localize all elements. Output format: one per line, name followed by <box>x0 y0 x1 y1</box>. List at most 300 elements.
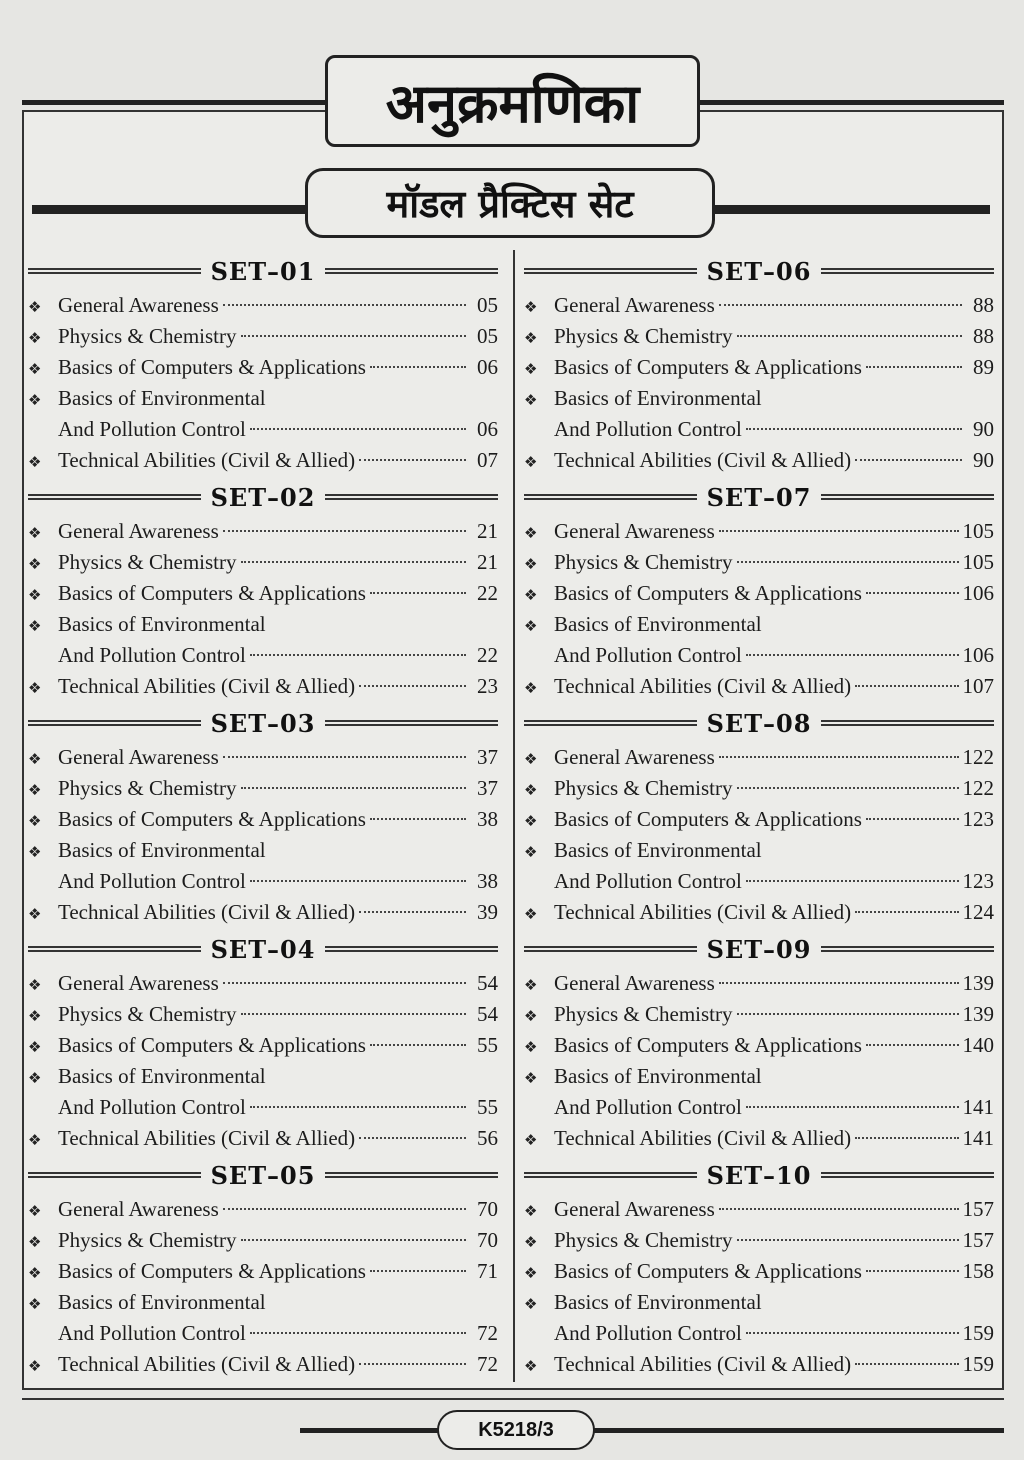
dot-leader <box>359 459 466 461</box>
entry-title: General Awareness <box>58 971 219 995</box>
entry-page-number: 38 <box>477 869 498 893</box>
set-header <box>28 478 498 516</box>
entry-page-number: 72 <box>477 1352 498 1376</box>
entry-page-number: 107 <box>962 674 994 698</box>
toc-entry <box>524 1123 994 1154</box>
toc-entry <box>524 1256 994 1287</box>
entry-page-number: 105 <box>962 550 994 574</box>
toc-entry <box>524 640 994 671</box>
entry-title: Technical Abilities (Civil & Allied) <box>58 1352 356 1376</box>
entry-title: And Pollution Control <box>554 417 742 441</box>
toc-entry <box>524 578 994 609</box>
entry-page-number: 05 <box>477 324 498 348</box>
dot-leader <box>866 818 959 820</box>
diamond-bullet-icon: ❖ <box>28 1069 42 1087</box>
toc-entry <box>28 1287 498 1318</box>
entry-title: Physics & Chemistry <box>58 776 237 800</box>
footer-code: K5218/3 <box>437 1410 595 1450</box>
entry-page-number: 06 <box>477 355 498 379</box>
diamond-bullet-icon: ❖ <box>28 812 42 830</box>
diamond-bullet-icon: ❖ <box>524 1038 538 1056</box>
subtitle-box <box>305 168 715 238</box>
set-block <box>28 252 498 478</box>
set-header-rule <box>821 720 994 726</box>
entry-title: And Pollution Control <box>58 1321 246 1345</box>
dot-leader <box>737 787 959 789</box>
set-title: SET–03 <box>210 708 316 738</box>
set-header-rule <box>28 946 201 952</box>
diamond-bullet-icon: ❖ <box>28 750 42 768</box>
toc-entry <box>524 1225 994 1256</box>
entry-page-number: 21 <box>477 519 498 543</box>
set-header <box>28 252 498 290</box>
entry-page-number: 141 <box>962 1126 994 1150</box>
toc-entry <box>524 866 994 897</box>
diamond-bullet-icon: ❖ <box>524 453 538 471</box>
toc-entry <box>524 414 994 445</box>
dot-leader <box>746 880 959 882</box>
toc-entry <box>524 1030 994 1061</box>
entry-title: General Awareness <box>554 971 715 995</box>
column-divider <box>513 250 515 1382</box>
toc-entry <box>524 1061 994 1092</box>
toc-entry <box>28 1030 498 1061</box>
toc-entry <box>28 1123 498 1154</box>
diamond-bullet-icon: ❖ <box>28 976 42 994</box>
entry-title: General Awareness <box>58 745 219 769</box>
dot-leader <box>370 1270 466 1272</box>
dot-leader <box>719 756 959 758</box>
dot-leader <box>241 787 466 789</box>
entry-title: Basics of Environmental <box>58 612 266 636</box>
toc-entry <box>28 445 498 476</box>
toc-entry <box>28 742 498 773</box>
entry-title: Basics of Environmental <box>58 838 266 862</box>
set-header <box>28 1156 498 1194</box>
entry-page-number: 70 <box>477 1197 498 1221</box>
entry-title: Physics & Chemistry <box>554 1228 733 1252</box>
right-column <box>524 252 994 1382</box>
diamond-bullet-icon: ❖ <box>524 1295 538 1313</box>
diamond-bullet-icon: ❖ <box>28 1295 42 1313</box>
entry-title: Basics of Computers & Applications <box>554 1259 862 1283</box>
diamond-bullet-icon: ❖ <box>28 1038 42 1056</box>
entry-title: Technical Abilities (Civil & Allied) <box>554 674 852 698</box>
toc-entry <box>524 1092 994 1123</box>
diamond-bullet-icon: ❖ <box>28 1264 42 1282</box>
entry-page-number: 139 <box>962 971 994 995</box>
entry-page-number: 23 <box>477 674 498 698</box>
diamond-bullet-icon: ❖ <box>524 812 538 830</box>
entry-page-number: 122 <box>962 776 994 800</box>
entry-title: Basics of Environmental <box>58 386 266 410</box>
dot-leader <box>855 1363 958 1365</box>
diamond-bullet-icon: ❖ <box>524 750 538 768</box>
set-title: SET–08 <box>706 708 812 738</box>
diamond-bullet-icon: ❖ <box>28 905 42 923</box>
entry-title: General Awareness <box>58 293 219 317</box>
diamond-bullet-icon: ❖ <box>28 617 42 635</box>
entry-title: Basics of Computers & Applications <box>554 1033 862 1057</box>
index-title: अनुक्रमणिका <box>385 72 640 135</box>
dot-leader <box>359 685 466 687</box>
footer-rule-left <box>300 1428 440 1433</box>
toc-entry <box>524 609 994 640</box>
toc-entry <box>524 547 994 578</box>
footer-rule-right <box>593 1428 1004 1433</box>
entry-page-number: 37 <box>477 745 498 769</box>
entry-page-number: 70 <box>477 1228 498 1252</box>
entry-title: Physics & Chemistry <box>58 1002 237 1026</box>
entry-page-number: 159 <box>962 1352 994 1376</box>
entry-page-number: 55 <box>477 1095 498 1119</box>
toc-entry <box>524 999 994 1030</box>
toc-entry <box>28 578 498 609</box>
entry-page-number: 123 <box>962 869 994 893</box>
entry-title: Basics of Computers & Applications <box>58 355 366 379</box>
dot-leader <box>370 592 466 594</box>
entry-page-number: 157 <box>962 1197 994 1221</box>
toc-entry <box>28 866 498 897</box>
diamond-bullet-icon: ❖ <box>28 1202 42 1220</box>
toc-entry <box>28 1256 498 1287</box>
toc-entry <box>524 1318 994 1349</box>
toc-entry <box>524 383 994 414</box>
entry-page-number: 157 <box>962 1228 994 1252</box>
entry-title: Physics & Chemistry <box>58 1228 237 1252</box>
dot-leader <box>241 561 466 563</box>
set-header-rule <box>28 494 201 500</box>
dot-leader <box>746 654 959 656</box>
set-header-rule <box>28 1172 201 1178</box>
entry-title: And Pollution Control <box>554 1095 742 1119</box>
dot-leader <box>746 1332 959 1334</box>
toc-entry <box>524 773 994 804</box>
entry-page-number: 38 <box>477 807 498 831</box>
diamond-bullet-icon: ❖ <box>524 1264 538 1282</box>
toc-entry <box>28 671 498 702</box>
toc-entry <box>28 547 498 578</box>
diamond-bullet-icon: ❖ <box>524 524 538 542</box>
entry-title: Basics of Computers & Applications <box>58 1259 366 1283</box>
dot-leader <box>866 366 962 368</box>
set-header-rule <box>821 494 994 500</box>
toc-entry <box>28 1318 498 1349</box>
set-header-rule <box>325 720 498 726</box>
entry-title: Basics of Computers & Applications <box>58 807 366 831</box>
entry-page-number: 139 <box>962 1002 994 1026</box>
set-header-rule <box>524 946 697 952</box>
set-header <box>524 252 994 290</box>
dot-leader <box>746 428 962 430</box>
dot-leader <box>855 1137 958 1139</box>
entry-title: Technical Abilities (Civil & Allied) <box>58 900 356 924</box>
entry-page-number: 89 <box>973 355 994 379</box>
dot-leader <box>370 366 466 368</box>
diamond-bullet-icon: ❖ <box>28 843 42 861</box>
set-block <box>524 252 994 478</box>
subtitle-rule-right <box>713 205 990 214</box>
dot-leader <box>719 530 959 532</box>
entry-title: Basics of Computers & Applications <box>554 355 862 379</box>
entry-title: And Pollution Control <box>58 643 246 667</box>
set-title: SET–10 <box>706 1160 812 1190</box>
dot-leader <box>866 592 959 594</box>
entry-title: And Pollution Control <box>554 643 742 667</box>
entry-title: General Awareness <box>554 1197 715 1221</box>
diamond-bullet-icon: ❖ <box>28 524 42 542</box>
entry-title: Technical Abilities (Civil & Allied) <box>554 900 852 924</box>
diamond-bullet-icon: ❖ <box>524 586 538 604</box>
dot-leader <box>370 1044 466 1046</box>
toc-entry <box>28 897 498 928</box>
toc-entry <box>28 968 498 999</box>
entry-page-number: 54 <box>477 971 498 995</box>
toc-entry <box>28 290 498 321</box>
entry-title: Basics of Environmental <box>554 1290 762 1314</box>
entry-title: Physics & Chemistry <box>554 324 733 348</box>
dot-leader <box>737 561 959 563</box>
set-header-rule <box>821 268 994 274</box>
entry-title: Basics of Environmental <box>554 838 762 862</box>
entry-title: General Awareness <box>58 519 219 543</box>
entry-page-number: 88 <box>973 324 994 348</box>
entry-title: Technical Abilities (Civil & Allied) <box>554 448 852 472</box>
toc-entry <box>28 1194 498 1225</box>
dot-leader <box>719 304 962 306</box>
toc-entry <box>524 1287 994 1318</box>
entry-page-number: 159 <box>962 1321 994 1345</box>
diamond-bullet-icon: ❖ <box>524 617 538 635</box>
diamond-bullet-icon: ❖ <box>28 1007 42 1025</box>
entry-title: Basics of Computers & Applications <box>554 581 862 605</box>
entry-title: Basics of Environmental <box>58 1064 266 1088</box>
diamond-bullet-icon: ❖ <box>524 905 538 923</box>
diamond-bullet-icon: ❖ <box>28 679 42 697</box>
set-header-rule <box>325 946 498 952</box>
set-block <box>524 1156 994 1382</box>
entry-title: Physics & Chemistry <box>554 550 733 574</box>
left-column <box>28 252 498 1382</box>
toc-entry <box>28 352 498 383</box>
toc-entry <box>524 897 994 928</box>
dot-leader <box>719 982 959 984</box>
entry-page-number: 21 <box>477 550 498 574</box>
dot-leader <box>223 530 466 532</box>
dot-leader <box>250 1106 466 1108</box>
diamond-bullet-icon: ❖ <box>28 1357 42 1375</box>
dot-leader <box>866 1044 959 1046</box>
set-header <box>524 704 994 742</box>
dot-leader <box>241 1239 466 1241</box>
entry-title: Physics & Chemistry <box>58 550 237 574</box>
entry-title: Technical Abilities (Civil & Allied) <box>554 1126 852 1150</box>
entry-page-number: 56 <box>477 1126 498 1150</box>
diamond-bullet-icon: ❖ <box>28 781 42 799</box>
toc-entry <box>524 968 994 999</box>
set-title: SET–07 <box>706 482 812 512</box>
entry-title: General Awareness <box>554 745 715 769</box>
entry-page-number: 39 <box>477 900 498 924</box>
entry-page-number: 72 <box>477 1321 498 1345</box>
toc-entry <box>28 1225 498 1256</box>
toc-entry <box>28 640 498 671</box>
toc-entry <box>28 804 498 835</box>
entry-page-number: 05 <box>477 293 498 317</box>
diamond-bullet-icon: ❖ <box>524 1202 538 1220</box>
set-title: SET–04 <box>210 934 316 964</box>
set-header-rule <box>524 268 697 274</box>
diamond-bullet-icon: ❖ <box>28 453 42 471</box>
set-block <box>28 930 498 1156</box>
diamond-bullet-icon: ❖ <box>524 1131 538 1149</box>
set-block <box>28 1156 498 1382</box>
entry-title: And Pollution Control <box>554 869 742 893</box>
dot-leader <box>737 335 962 337</box>
entry-title: Technical Abilities (Civil & Allied) <box>58 448 356 472</box>
set-block <box>28 478 498 704</box>
entry-title: And Pollution Control <box>58 417 246 441</box>
set-block <box>524 478 994 704</box>
dot-leader <box>223 756 466 758</box>
set-block <box>524 930 994 1156</box>
entry-page-number: 22 <box>477 643 498 667</box>
entry-title: Technical Abilities (Civil & Allied) <box>58 674 356 698</box>
diamond-bullet-icon: ❖ <box>28 586 42 604</box>
toc-entry <box>524 516 994 547</box>
entry-page-number: 106 <box>962 643 994 667</box>
dot-leader <box>250 1332 466 1334</box>
toc-entry <box>28 1092 498 1123</box>
entry-page-number: 07 <box>477 448 498 472</box>
set-header-rule <box>28 268 201 274</box>
footer-rule <box>22 1398 1004 1400</box>
toc-entry <box>28 773 498 804</box>
set-title: SET–05 <box>210 1160 316 1190</box>
subtitle-rule-left <box>32 205 307 214</box>
toc-entry <box>524 1194 994 1225</box>
entry-title: Technical Abilities (Civil & Allied) <box>554 1352 852 1376</box>
entry-title: Basics of Environmental <box>58 1290 266 1314</box>
diamond-bullet-icon: ❖ <box>28 329 42 347</box>
diamond-bullet-icon: ❖ <box>28 1233 42 1251</box>
toc-entry <box>524 445 994 476</box>
set-header-rule <box>821 1172 994 1178</box>
dot-leader <box>855 685 958 687</box>
diamond-bullet-icon: ❖ <box>28 360 42 378</box>
dot-leader <box>359 1363 466 1365</box>
set-header-rule <box>325 268 498 274</box>
toc-entry <box>524 835 994 866</box>
diamond-bullet-icon: ❖ <box>524 391 538 409</box>
set-block <box>524 704 994 930</box>
diamond-bullet-icon: ❖ <box>524 329 538 347</box>
toc-entry <box>28 414 498 445</box>
set-header-rule <box>524 1172 697 1178</box>
entry-page-number: 90 <box>973 417 994 441</box>
diamond-bullet-icon: ❖ <box>28 391 42 409</box>
set-header-rule <box>28 720 201 726</box>
set-header-rule <box>524 720 697 726</box>
diamond-bullet-icon: ❖ <box>28 1131 42 1149</box>
set-header <box>524 930 994 968</box>
entry-title: Physics & Chemistry <box>554 776 733 800</box>
dot-leader <box>719 1208 959 1210</box>
toc-entry <box>524 321 994 352</box>
entry-page-number: 55 <box>477 1033 498 1057</box>
toc-entry <box>524 671 994 702</box>
entry-title: Basics of Computers & Applications <box>58 1033 366 1057</box>
entry-page-number: 123 <box>962 807 994 831</box>
entry-title: And Pollution Control <box>58 1095 246 1119</box>
entry-page-number: 90 <box>973 448 994 472</box>
dot-leader <box>866 1270 959 1272</box>
toc-entry <box>28 321 498 352</box>
set-header-rule <box>325 494 498 500</box>
entry-title: Basics of Environmental <box>554 1064 762 1088</box>
toc-entry <box>524 290 994 321</box>
diamond-bullet-icon: ❖ <box>524 1069 538 1087</box>
toc-entry <box>28 383 498 414</box>
diamond-bullet-icon: ❖ <box>524 781 538 799</box>
entry-page-number: 158 <box>962 1259 994 1283</box>
toc-entry <box>28 835 498 866</box>
dot-leader <box>250 880 466 882</box>
set-block <box>28 704 498 930</box>
dot-leader <box>855 459 962 461</box>
toc-entry <box>28 1061 498 1092</box>
diamond-bullet-icon: ❖ <box>524 679 538 697</box>
diamond-bullet-icon: ❖ <box>524 843 538 861</box>
entry-title: Basics of Environmental <box>554 386 762 410</box>
toc-entry <box>28 999 498 1030</box>
dot-leader <box>250 654 466 656</box>
diamond-bullet-icon: ❖ <box>524 360 538 378</box>
dot-leader <box>737 1013 959 1015</box>
entry-title: Physics & Chemistry <box>554 1002 733 1026</box>
toc-entry <box>524 742 994 773</box>
diamond-bullet-icon: ❖ <box>524 976 538 994</box>
dot-leader <box>223 982 466 984</box>
toc-entry <box>524 1349 994 1380</box>
toc-entry <box>524 804 994 835</box>
entry-title: Physics & Chemistry <box>58 324 237 348</box>
toc-entry <box>28 516 498 547</box>
diamond-bullet-icon: ❖ <box>524 298 538 316</box>
diamond-bullet-icon: ❖ <box>524 555 538 573</box>
diamond-bullet-icon: ❖ <box>28 298 42 316</box>
entry-page-number: 54 <box>477 1002 498 1026</box>
set-header <box>524 1156 994 1194</box>
dot-leader <box>250 428 466 430</box>
entry-page-number: 06 <box>477 417 498 441</box>
entry-title: Technical Abilities (Civil & Allied) <box>58 1126 356 1150</box>
set-title: SET–02 <box>210 482 316 512</box>
entry-page-number: 106 <box>962 581 994 605</box>
dot-leader <box>370 818 466 820</box>
entry-page-number: 124 <box>962 900 994 924</box>
diamond-bullet-icon: ❖ <box>524 1233 538 1251</box>
dot-leader <box>241 1013 466 1015</box>
diamond-bullet-icon: ❖ <box>28 555 42 573</box>
set-title: SET–01 <box>210 256 316 286</box>
entry-title: General Awareness <box>58 1197 219 1221</box>
entry-page-number: 37 <box>477 776 498 800</box>
set-header-rule <box>325 1172 498 1178</box>
title-rule-right <box>698 100 1004 105</box>
entry-page-number: 22 <box>477 581 498 605</box>
dot-leader <box>737 1239 959 1241</box>
